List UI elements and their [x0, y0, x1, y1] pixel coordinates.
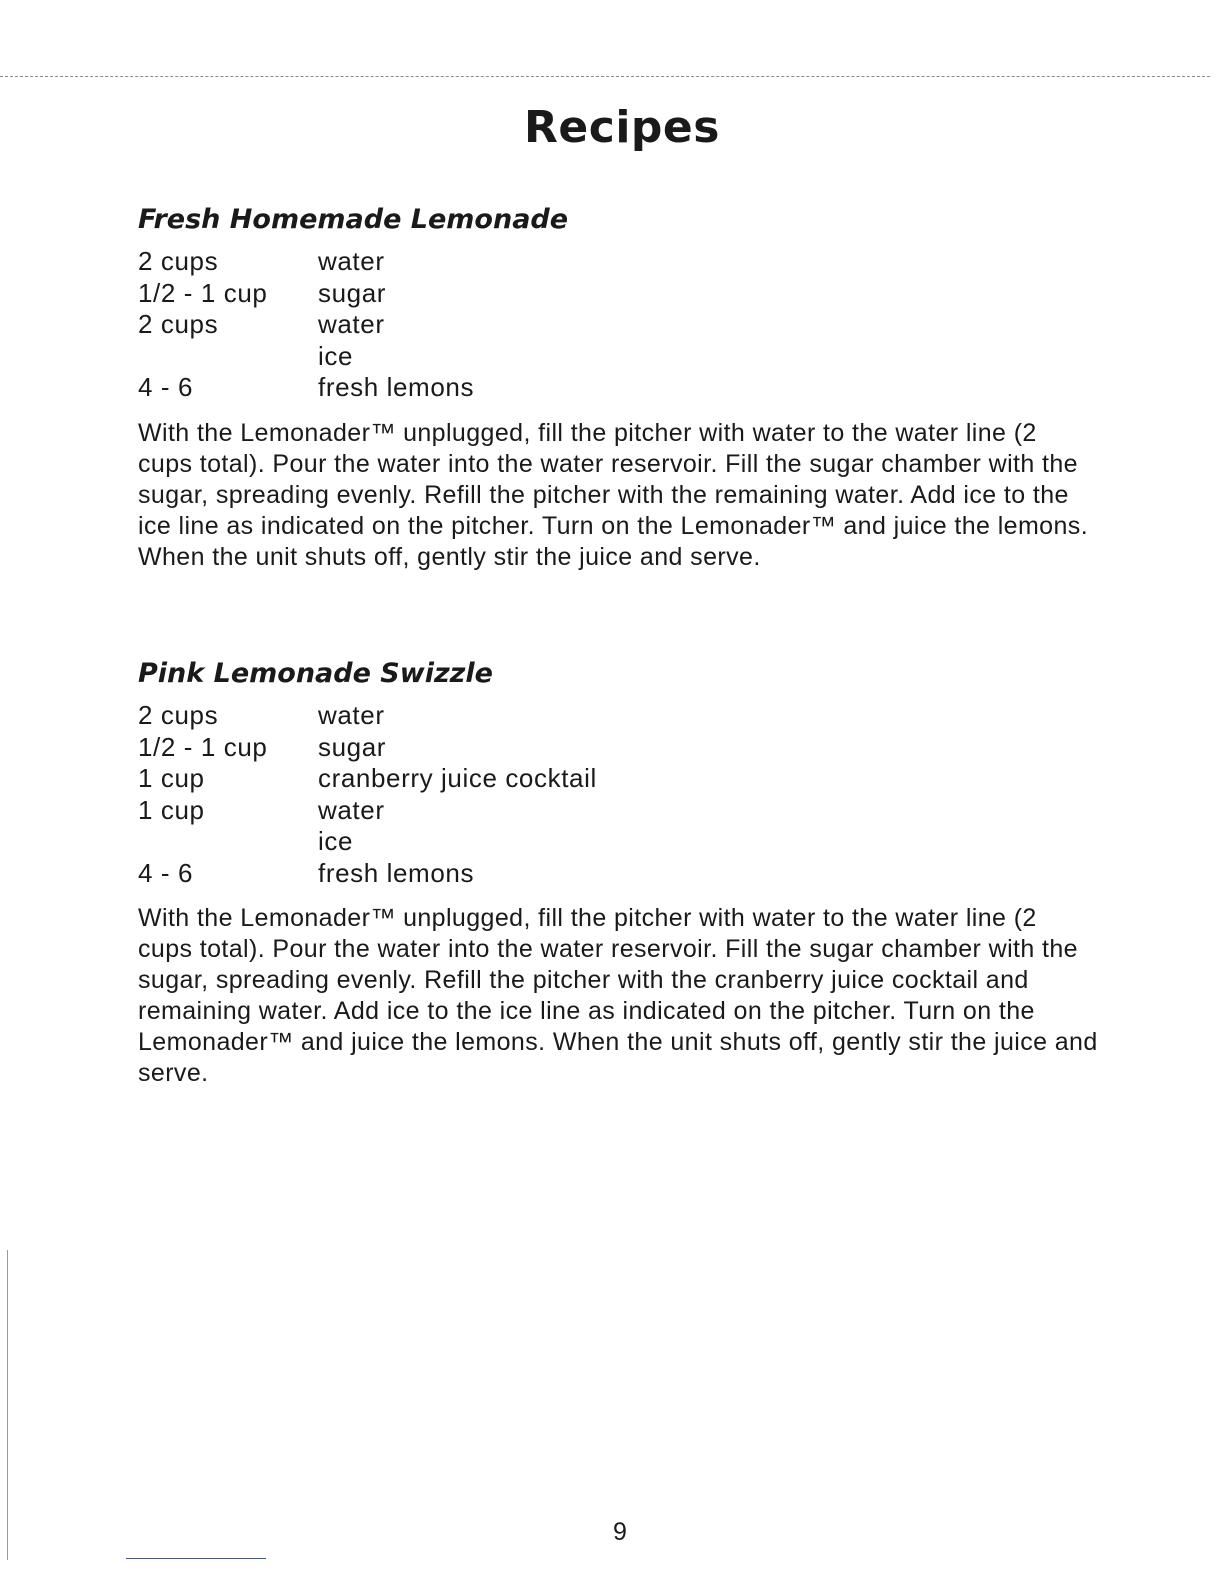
ingredient-row: [138, 732, 597, 764]
ingredient-row: [138, 341, 474, 373]
ingredient-row: [138, 763, 597, 795]
page-title: Recipes: [524, 102, 720, 153]
scan-edge-mark: [7, 1250, 8, 1560]
ingredient-row: [138, 372, 474, 404]
ingredient-item: cranberry juice cocktail: [318, 763, 597, 793]
ingredient-item: water: [318, 309, 385, 339]
ingredient-list: [138, 246, 474, 404]
ingredient-row: [138, 278, 474, 310]
ingredient-item: sugar: [318, 731, 387, 762]
ingredient-quantity: 2 cups: [138, 309, 219, 339]
ingredient-quantity: 2 cups: [138, 246, 219, 276]
ingredient-quantity: 1 cup: [138, 794, 205, 825]
ingredient-row: [138, 826, 597, 858]
ingredient-quantity: 1/2 - 1 cup: [138, 731, 268, 762]
ingredient-quantity: [138, 826, 318, 858]
recipe-directions: With the Lemonader™ unplugged, fill the pitcher with water to the water line (2 cups total). Pour the water into the water reservoir. Fill the sugar chamber with the sugar, spreading evenly. Refill the pitcher with the remaining water. Add ice to the ice line as indicated on the pitcher. Turn on the Lemonader™ and juice the lemons. When the unit shuts off, gently stir the juice and serve.: [138, 418, 1089, 571]
ingredient-row: [138, 795, 597, 827]
ingredient-item: fresh lemons: [318, 372, 475, 402]
page-number: 9: [613, 1518, 627, 1546]
ingredient-item: water: [318, 700, 385, 730]
ingredient-item: ice: [318, 340, 354, 371]
ingredient-item: sugar: [318, 277, 387, 308]
recipe-directions: With the Lemonader™ unplugged, fill the pitcher with water to the water line (2 cups total). Pour the water into the water reservoir. Fill the sugar chamber with the sugar, spreading evenly. Refill the pitcher with the cranberry juice cocktail and remaining water. Add ice to the ice line as indicated on the pitcher. Turn on the Lemonader™ and juice the lemons. When the unit shuts off, gently stir the juice and serve.: [138, 904, 1098, 1087]
scan-underline-mark: [126, 1558, 266, 1559]
ingredient-quantity: 2 cups: [138, 700, 219, 730]
ingredient-quantity: 1/2 - 1 cup: [138, 277, 268, 308]
recipe-pink-lemonade-swizzle: [138, 656, 1108, 1089]
ingredient-row: [138, 309, 474, 341]
recipe-fresh-homemade-lemonade: [138, 202, 1108, 573]
ingredient-quantity: 4 - 6: [138, 372, 194, 402]
ingredient-row: [138, 246, 474, 278]
top-divider: [0, 76, 1210, 77]
ingredient-item: water: [318, 794, 385, 825]
ingredient-quantity: 4 - 6: [138, 857, 194, 888]
ingredient-list: [138, 700, 597, 889]
ingredient-quantity: 1 cup: [138, 763, 205, 793]
ingredient-item: fresh lemons: [318, 857, 475, 888]
recipe-title: Pink Lemonade Swizzle: [138, 658, 493, 689]
ingredient-row: [138, 858, 597, 890]
ingredient-row: [138, 700, 597, 732]
ingredient-item: ice: [318, 826, 354, 856]
ingredient-item: water: [318, 246, 385, 276]
ingredient-quantity: [138, 341, 318, 373]
recipe-title: Fresh Homemade Lemonade: [138, 204, 569, 235]
